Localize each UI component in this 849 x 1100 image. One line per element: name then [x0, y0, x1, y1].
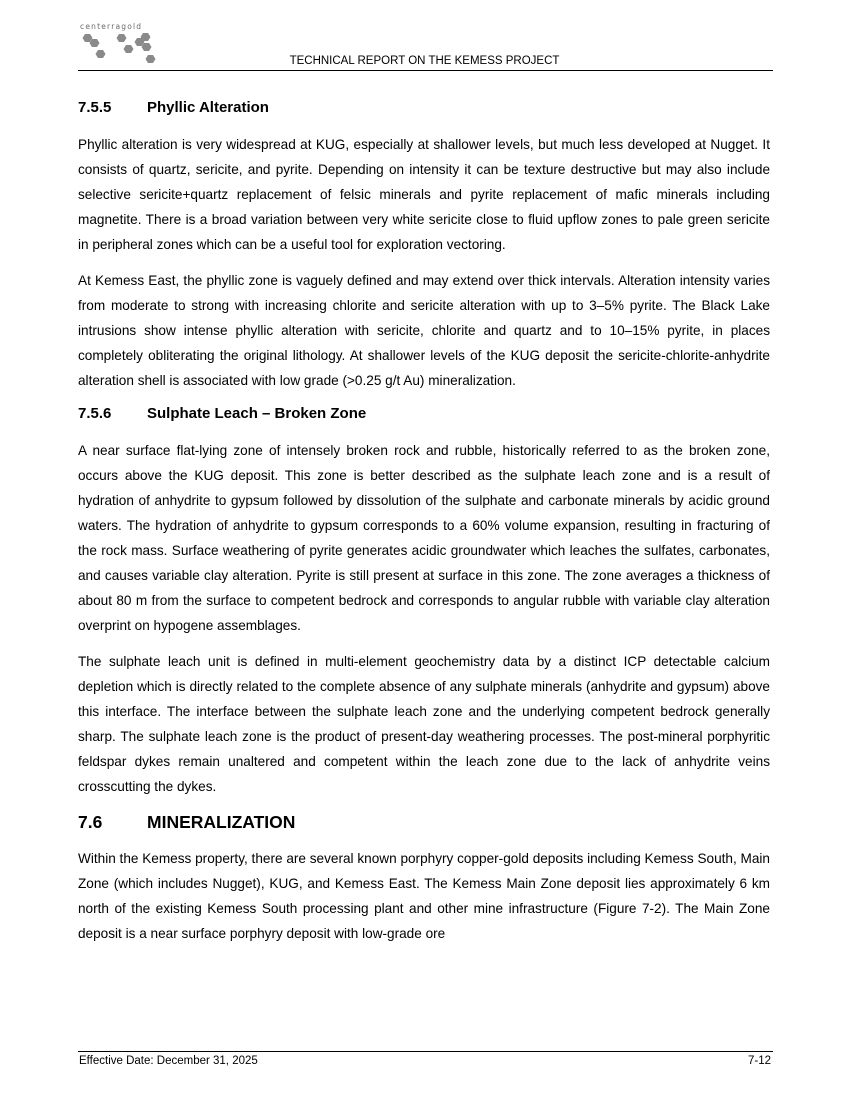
section-number: 7.5.5: [78, 99, 112, 116]
section-heading-7-6: [78, 810, 770, 834]
section-title: MINERALIZATION: [147, 812, 296, 832]
logo-wordmark: centerragold: [80, 22, 143, 31]
report-header-title: TECHNICAL REPORT ON THE KEMESS PROJECT: [289, 55, 560, 67]
paragraph: Phyllic alteration is very widespread at KUG, especially at shallower levels, but much less developed at Nugget. It consists of quartz, sericite, and pyrite. Depending on intensity it can be texture destructive but may also include selective sericite+quartz replacement of felsic minerals and pyrite replacement of mafic minerals including magnetite. There is a broad variation between very white sericite close to fluid upflow zones to pale green sericite in peripheral zones which can be a useful tool for exploration vectoring.: [78, 137, 770, 252]
footer-divider: [78, 1051, 773, 1052]
section-number: 7.6: [78, 812, 103, 832]
section-title: Sulphate Leach – Broken Zone: [147, 405, 367, 422]
page-number: 7-12: [747, 1055, 771, 1067]
header-divider: [78, 70, 773, 71]
effective-date: Effective Date: December 31, 2025: [79, 1055, 258, 1067]
paragraph: The sulphate leach unit is defined in multi-element geochemistry data by a distinct ICP detectable calcium depletion which is directly related to the complete absence of any sulphate minerals (anhydrite and gypsum) above this interface. The interface between the sulphate leach zone and the underlying competent bedrock generally sharp. The sulphate leach zone is the product of present-day weathering processes. The post-mineral porphyritic feldspar dykes remain unaltered and competent within the leach zone due to the lack of anhydrite veins crosscutting the dykes.: [78, 654, 770, 794]
section-heading-7-5-6: [78, 404, 770, 424]
section-title: Phyllic Alteration: [147, 99, 269, 116]
section-heading-7-5-5: [78, 98, 770, 118]
paragraph: A near surface flat-lying zone of intensely broken rock and rubble, historically referred to as the broken zone, occurs above the KUG deposit. This zone is better described as the sulphate leach zone and is a result of hydration of anhydrite to gypsum followed by dissolution of the sulphate and carbonate minerals by acidic ground waters. The hydration of anhydrite to gypsum corresponds to a 60% volume expansion, resulting in fracturing of the rock mass. Surface weathering of pyrite generates acidic groundwater which leaches the sulfates, carbonates, and causes variable clay alteration. Pyrite is still present at surface in this zone. The zone averages a thickness of about 80 m from the surface to competent bedrock and corresponds to angular rubble with variable clay alteration overprint on hypogene assemblages.: [78, 443, 770, 633]
page-body: [78, 98, 770, 957]
paragraph: At Kemess East, the phyllic zone is vaguely defined and may extend over thick intervals. Alteration intensity varies from moderate to strong with increasing chlorite and sericite alteration with up to 3–5% pyrite. The Black Lake intrusions show intense phyllic alteration with sericite, chlorite and quartz and to 10–15% pyrite, in places completely obliterating the original lithology. At shallower levels of the KUG deposit the sericite-chlorite-anhydrite alteration shell is associated with low grade (>0.25 g/t Au) mineralization.: [78, 273, 770, 388]
paragraph: Within the Kemess property, there are several known porphyry copper-gold deposits including Kemess South, Main Zone (which includes Nugget), KUG, and Kemess East. The Kemess Main Zone deposit lies approximately 6 km north of the existing Kemess South processing plant and other mine infrastructure (Figure 7-2). The Main Zone deposit is a near surface porphyry deposit with low-grade ore: [78, 851, 770, 941]
section-number: 7.5.6: [78, 405, 112, 422]
